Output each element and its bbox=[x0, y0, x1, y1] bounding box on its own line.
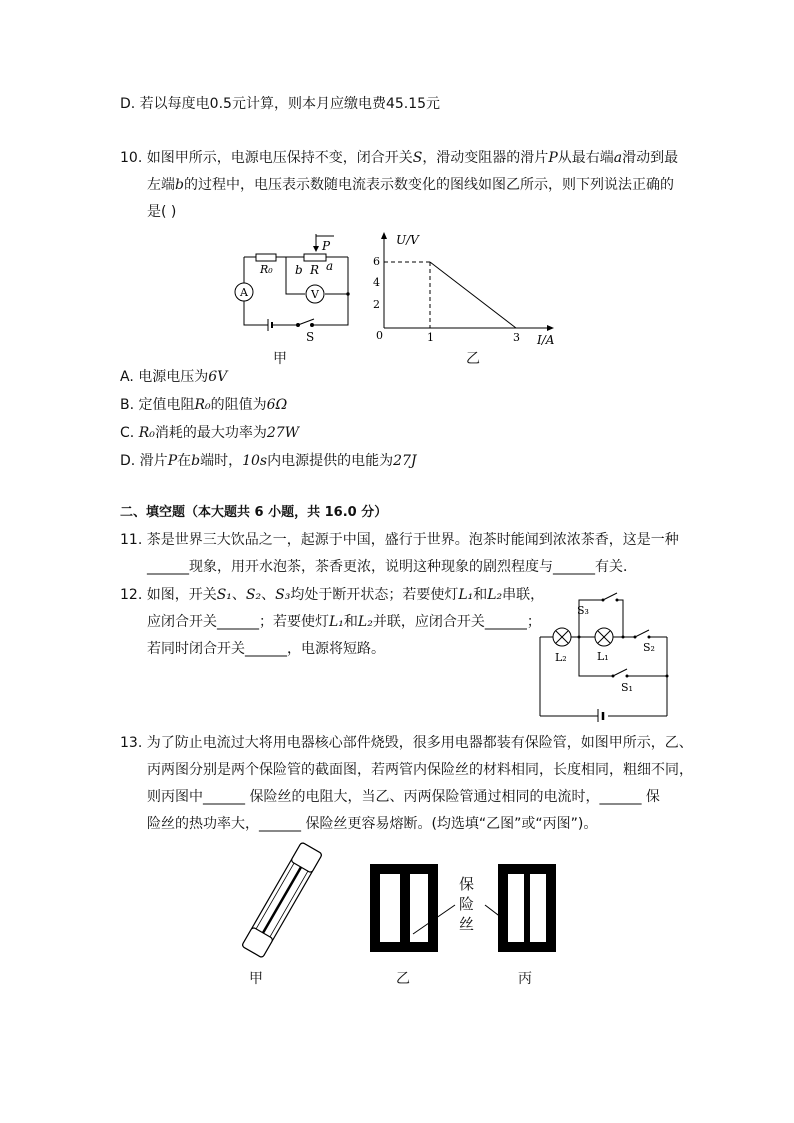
fuse-section-bing bbox=[498, 864, 558, 954]
origin-label: 0 bbox=[376, 329, 383, 342]
q10-option-c: C. R₀消耗的最大功率为27W bbox=[120, 425, 300, 441]
switch-label: S bbox=[306, 330, 315, 344]
x-axis-arrow bbox=[547, 325, 554, 331]
q10-line1: 10. 如图甲所示，电源电压保持不变，闭合开关S，滑动变阻器的滑片P从最右端a滑动到最 bbox=[120, 150, 679, 166]
q10-caption-yi: 乙 bbox=[466, 351, 480, 367]
q11-line1: 11. 茶是世界三大饮品之一，起源于中国，盛行于世界。泡茶时能闻到浓浓茶香，这是一种 bbox=[120, 532, 679, 548]
p-label: P bbox=[322, 239, 331, 253]
lamp-l2 bbox=[553, 628, 571, 646]
lamp-l1 bbox=[595, 628, 613, 646]
ammeter-label: A bbox=[240, 286, 248, 299]
q12-line2: 应闭合开关______；若要使灯L₁和L₂并联，应闭合开关______； bbox=[147, 614, 541, 630]
q10-ui-graph bbox=[370, 228, 565, 348]
voltmeter-label: V bbox=[311, 288, 319, 301]
q10-option-b: B. 定值电阻R₀的阻值为6Ω bbox=[120, 397, 288, 413]
x-axis-label: I/A bbox=[537, 333, 555, 347]
r-label: R bbox=[310, 263, 320, 277]
q13-caption-yi: 乙 bbox=[396, 971, 410, 987]
l2-label: L₂ bbox=[555, 651, 567, 664]
q13-caption-jia: 甲 bbox=[249, 971, 263, 987]
ytick-2: 2 bbox=[373, 298, 380, 311]
section2-title: 二、填空题（本大题共 6 小题，共 16.0 分） bbox=[120, 505, 388, 520]
q13-caption-bing: 丙 bbox=[518, 971, 532, 987]
s1-label: S₁ bbox=[621, 681, 633, 694]
b-label: b bbox=[295, 263, 303, 277]
s3-label: S₃ bbox=[577, 604, 589, 617]
q12-line3: 若同时闭合开关______，电源将短路。 bbox=[147, 641, 385, 657]
q9-option-d: D. 若以每度电0.5元计算，则本月应缴电费45.15元 bbox=[120, 96, 441, 112]
label-xian: 险 bbox=[459, 895, 475, 913]
ytick-6: 6 bbox=[373, 255, 380, 268]
fuse-tube-figure bbox=[232, 838, 332, 963]
xtick-3: 3 bbox=[513, 331, 520, 344]
q13-line3: 则丙图中______ 保险丝的电阻大，当乙、丙两保险管通过相同的电流时，______ 保 bbox=[147, 789, 660, 805]
q10-option-a: A. 电源电压为6V bbox=[120, 369, 228, 385]
r0-resistor bbox=[256, 254, 276, 261]
q11-line2: ______现象，用开水泡茶，茶香更浓，说明这种现象的剧烈程度与______有关． bbox=[147, 559, 637, 575]
y-axis-label: U/V bbox=[396, 233, 419, 247]
slider-arrow bbox=[313, 246, 319, 252]
q10-circuit-diagram bbox=[230, 232, 365, 372]
graph-line bbox=[430, 262, 516, 328]
s2-label: S₂ bbox=[643, 641, 655, 654]
q10-option-d: D. 滑片P在b端时，10s内电源提供的电能为27J bbox=[120, 453, 417, 469]
r0-label: R₀ bbox=[260, 263, 273, 276]
xtick-1: 1 bbox=[427, 331, 434, 344]
q10-caption-jia: 甲 bbox=[273, 351, 287, 367]
rheostat bbox=[304, 254, 326, 261]
label-si: 丝 bbox=[459, 915, 475, 933]
q12-circuit-diagram bbox=[535, 592, 675, 722]
q10-line3: 是( ) bbox=[147, 204, 177, 220]
q13-line4: 险丝的热功率大，______ 保险丝更容易熔断。(均选填“乙图”或“丙图”)。 bbox=[147, 816, 598, 832]
q13-line2: 丙两图分别是两个保险管的截面图，若两管内保险丝的材料相同，长度相同，粗细不同， bbox=[147, 762, 693, 778]
q13-line1: 13. 为了防止电流过大将用电器核心部件烧毁，很多用电器都装有保险管，如图甲所示，乙、 bbox=[120, 735, 693, 751]
label-bao: 保 bbox=[459, 875, 475, 893]
l1-label: L₁ bbox=[597, 650, 609, 663]
ytick-4: 4 bbox=[373, 276, 380, 289]
a-label: a bbox=[326, 259, 334, 273]
q10-line2: 左端b的过程中，电压表示数随电流表示数变化的图线如图乙所示，则下列说法正确的 bbox=[147, 177, 674, 193]
y-axis-arrow bbox=[381, 232, 387, 239]
q12-line1: 12. 如图，开关S₁、S₂、S₃均处于断开状态；若要使灯L₁和L₂串联， bbox=[120, 587, 545, 603]
